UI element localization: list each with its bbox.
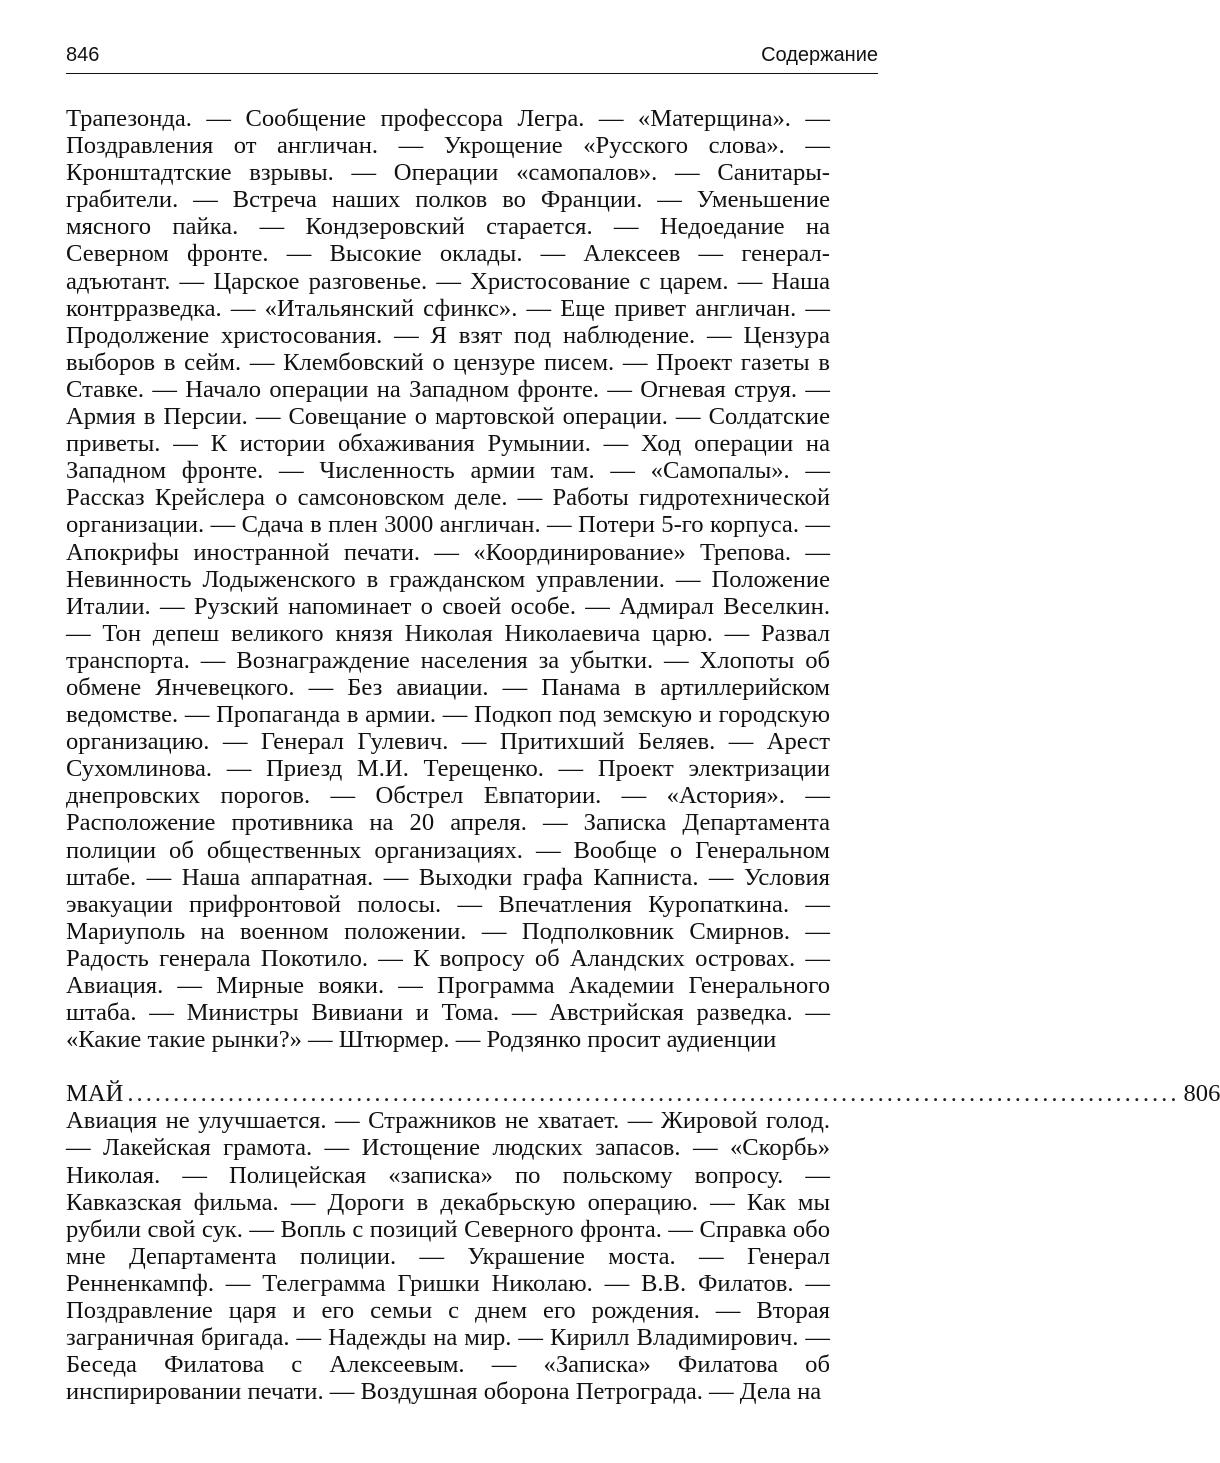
header-rule — [66, 73, 878, 74]
dot-leader: ................................................................................................................... — [127, 1080, 1180, 1108]
contents-body — [66, 105, 1220, 1406]
running-header — [66, 40, 878, 74]
contents-paragraph-may: Авиация не улучшается. — Стражников не хватает. — Жировой голод. — Лакейская грамота. — Истощение людских запасов. — «Скорбь» Николая. — Полицейская «записка» по польскому вопросу. — Кавказская фильма. — Дороги в декабрьскую операцию. — Как мы рубили свой сук. — Вопль с позиций Северного фронта. — Справка обо мне Департамента полиции. — Украшение моста. — Генерал Ренненкампф. — Телеграмма Гришки Николаю. — В.В. Филатов. — Поздравление царя и его семьи с днем его рождения. — Вторая заграничная бригада. — Надежды на мир. — Кирилл Владимирович. — Беседа Филатова с Алексеевым. — «Записка» Филатова об инспирировании печати. — Воздушная оборона Петрограда. — Дела на — [66, 1107, 830, 1406]
contents-entry-may — [66, 1080, 1220, 1108]
running-title: Содержание — [761, 44, 878, 66]
page-number: 846 — [66, 44, 100, 66]
section-title: МАЙ — [66, 1080, 124, 1108]
contents-paragraph-april: Трапезонда. — Сообщение профессора Легра. — «Матерщина». — Поздравления от англичан. — Укрощение «Русского слова». — Кронштадтские взрывы. — Операции «самопалов». — Санитары-грабители. — Встреча наших полков во Франции. — Уменьшение мясного пайка. — Кондзеровский старается. — Недоедание на Северном фронте. — Высокие оклады. — Алексеев — генерал-адъютант. — Царское разговенье. — Христосование с царем. — Наша контрразведка. — «Итальянский сфинкс». — Еще привет англичан. — Продолжение христосования. — Я взят под наблюдение. — Цензура выборов в сейм. — Клембовский о цензуре писем. — Проект газеты в Ставке. — Начало операции на Западном фронте. — Огневая струя. — Армия в Персии. — Совещание о мартовской операции. — Солдатские приветы. — К истории обхаживания Румынии. — Ход операции на Западном фронте. — Численность армии там. — «Самопалы». — Рассказ Крейслера о самсоновском деле. — Работы гидротехнической организации. — Сдача в плен 3000 англичан. — Потери 5-го корпуса. — Апокрифы иностранной печати. — «Координирование» Трепова. — Невинность Лодыженского в гражданском управлении. — Положение Италии. — Рузский напоминает о своей особе. — Адмирал Веселкин. — Тон депеш великого князя Николая Николаевича царю. — Развал транспорта. — Вознаграждение населения за убытки. — Хлопоты об обмене Янчевецкого. — Без авиации. — Панама в артиллерийском ведомстве. — Пропаганда в армии. — Подкоп под земскую и городскую организацию. — Генерал Гулевич. — Притихший Беляев. — Арест Сухомлинова. — Приезд М.И. Терещенко. — Проект электризации днепровских порогов. — Обстрел Евпатории. — «Астория». — Расположение противника на 20 апреля. — Записка Департамента полиции об общественных организациях. — Вообще о Генеральном штабе. — Наша аппаратная. — Выходки графа Капниста. — Условия эвакуации прифронтовой полосы. — Впечатления Куропаткина. — Мариуполь на военном положении. — Подполковник Смирнов. — Радость генерала Покотило. — К вопросу об Аландских островах. — Авиация. — Мирные вояки. — Программа Академии Генерального штаба. — Министры Вивиани и Тома. — Австрийская разведка. — «Какие такие рынки?» — Штюрмер. — Родзянко просит аудиенции — [66, 105, 830, 1054]
section-page-number: 806 — [1183, 1080, 1220, 1108]
